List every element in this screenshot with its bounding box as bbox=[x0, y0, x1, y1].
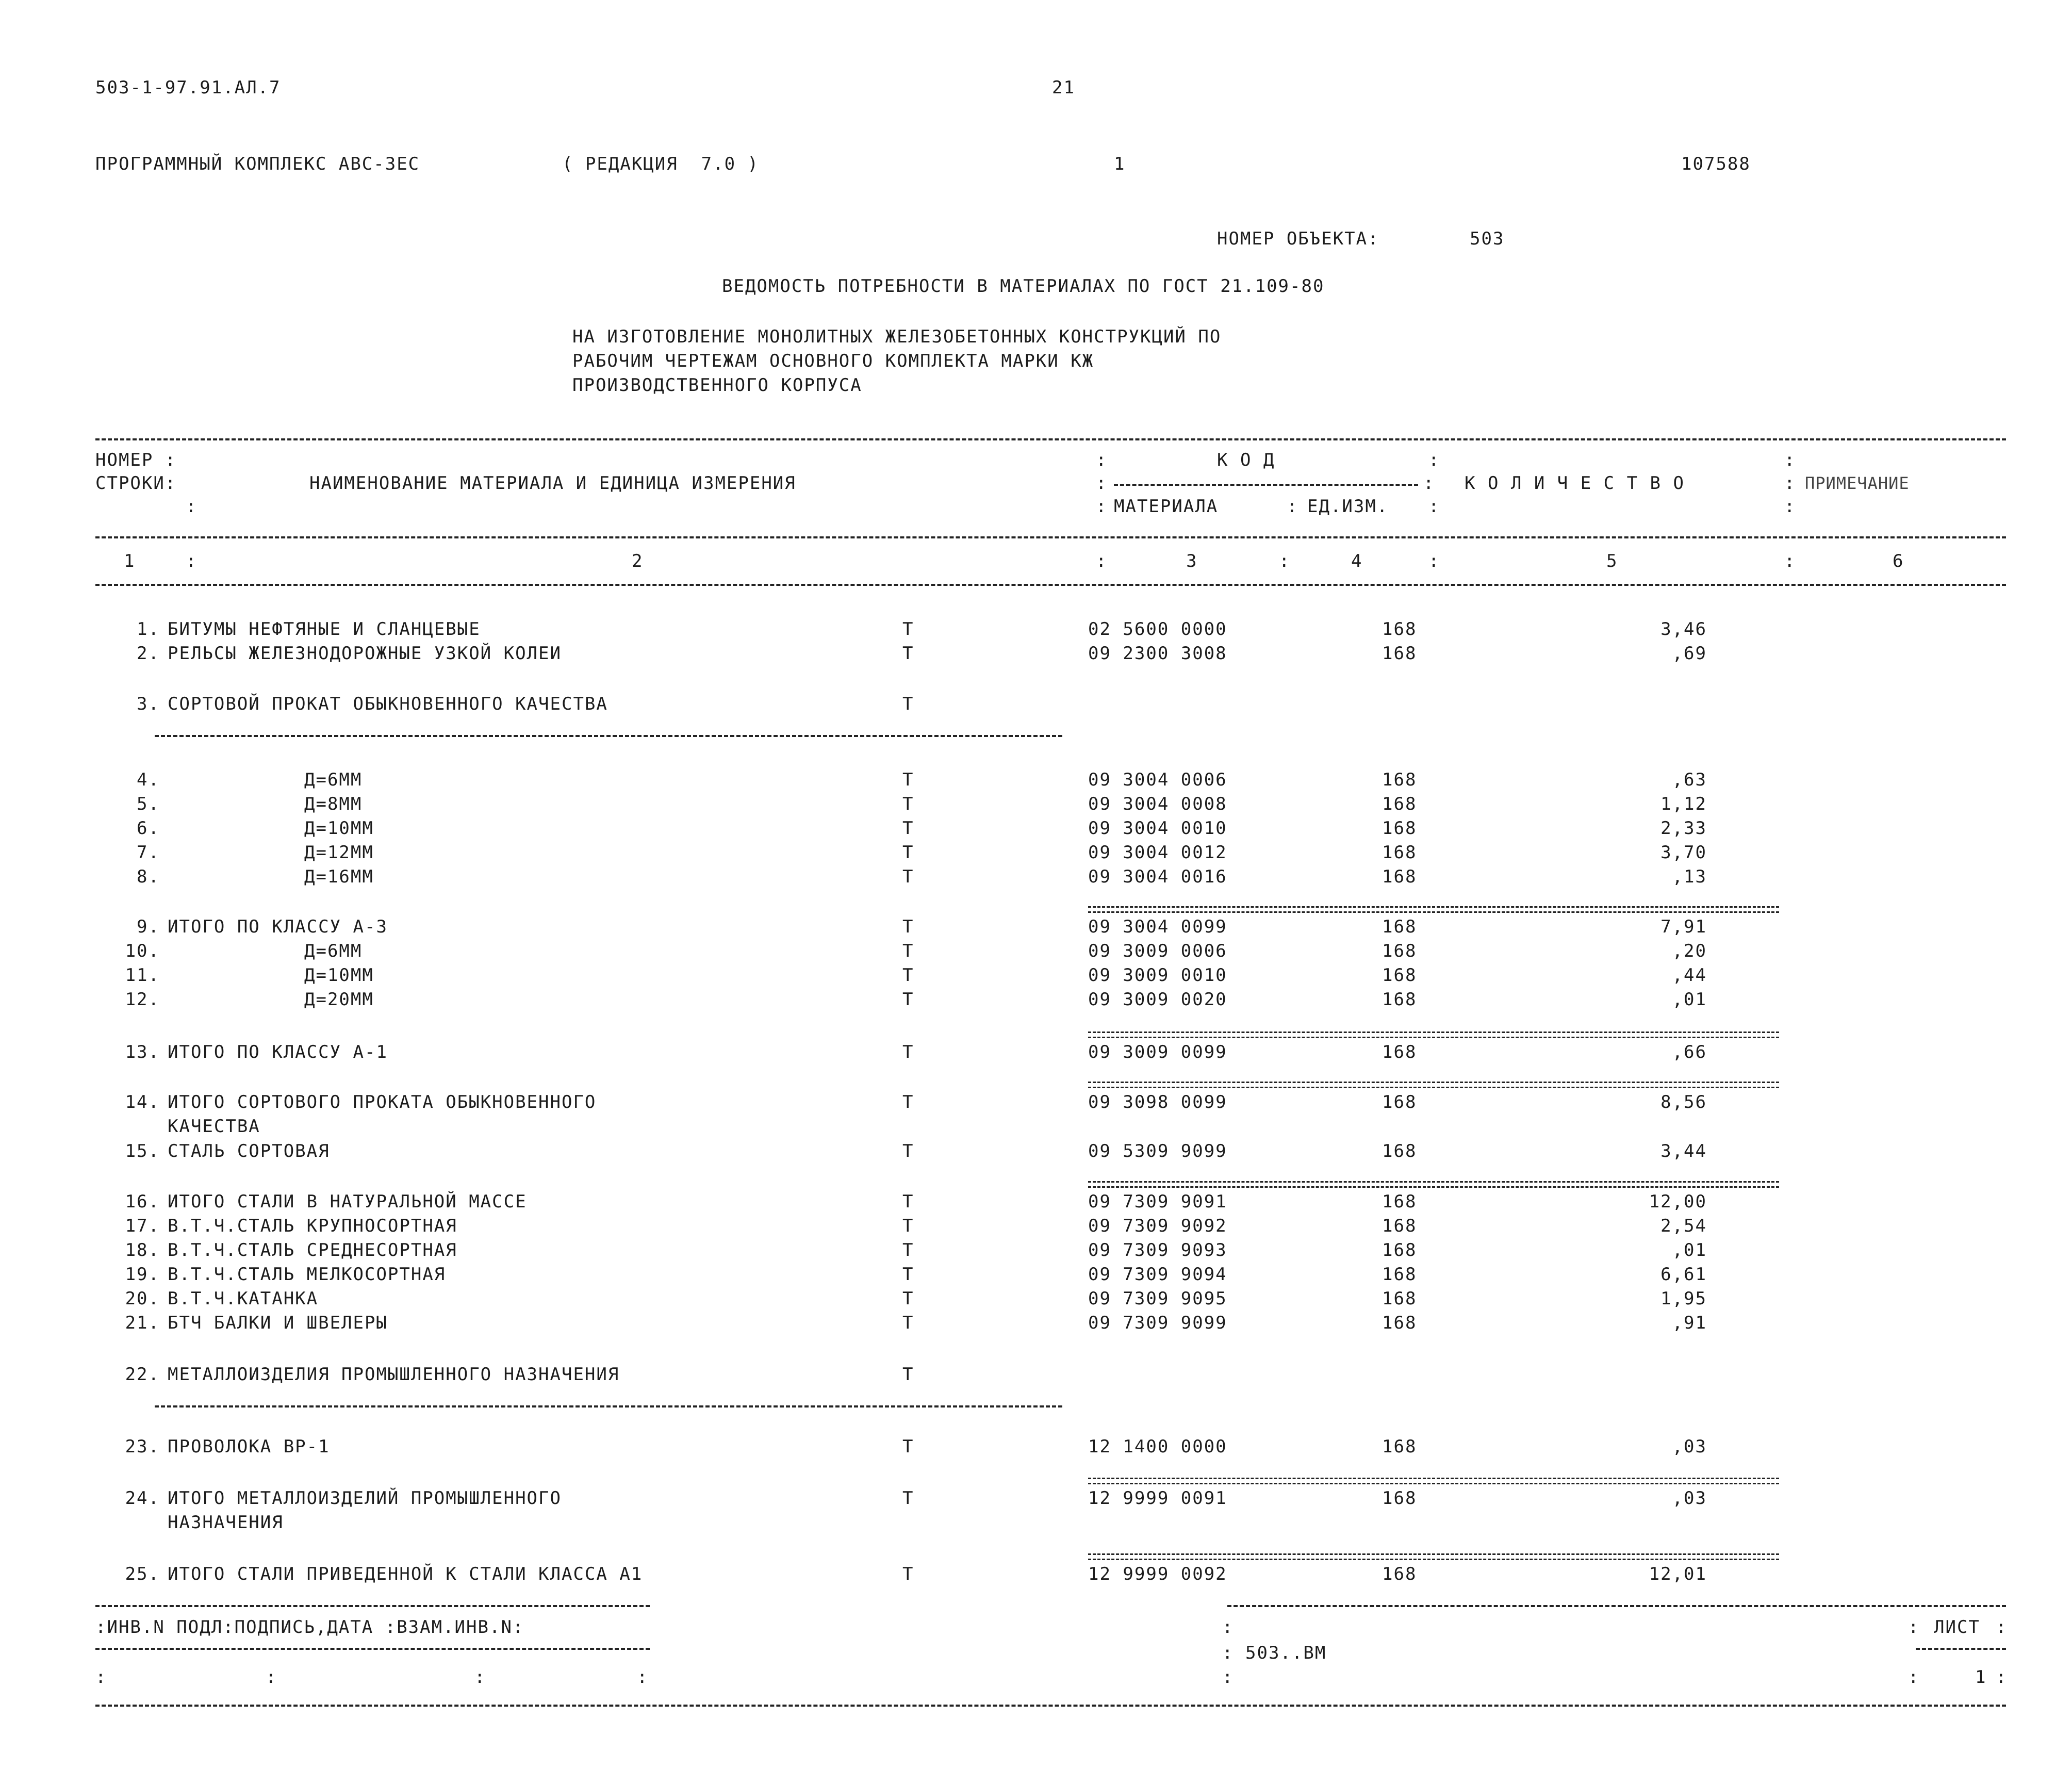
section-rule-22 bbox=[155, 1405, 1062, 1407]
unit-of-measure: Т bbox=[902, 989, 914, 1010]
section-rule-3 bbox=[155, 735, 1062, 737]
document-title: ВЕДОМОСТЬ ПОТРЕБНОСТИ В МАТЕРИАЛАХ ПО ГОСТ 21.109-80 bbox=[722, 276, 1325, 297]
quantity-value: 3,70 bbox=[1660, 842, 1707, 863]
unit-code: 168 bbox=[1382, 1240, 1417, 1260]
unit-code: 168 bbox=[1382, 941, 1417, 961]
quantity-value: ,03 bbox=[1672, 1488, 1707, 1509]
material-code: 09 3098 0099 bbox=[1088, 1092, 1227, 1112]
unit-code: 168 bbox=[1382, 1564, 1417, 1584]
material-name: В.Т.Ч.КАТАНКА bbox=[168, 1288, 319, 1309]
quantity-value: 6,61 bbox=[1660, 1264, 1707, 1285]
unit-of-measure: Т bbox=[902, 1092, 914, 1112]
unit-of-measure: Т bbox=[902, 1564, 914, 1584]
quantity-value: ,63 bbox=[1672, 770, 1707, 790]
unit-of-measure: Т bbox=[902, 794, 914, 814]
material-code: 09 3004 0012 bbox=[1088, 842, 1227, 863]
id-number: 107588 bbox=[1681, 154, 1751, 174]
unit-of-measure: Т bbox=[902, 842, 914, 863]
material-name-continued: НАЗНАЧЕНИЯ bbox=[168, 1512, 284, 1533]
unit-code: 168 bbox=[1382, 1191, 1417, 1212]
material-name: СОРТОВОЙ ПРОКАТ ОБЫКНОВЕННОГО КАЧЕСТВА bbox=[168, 694, 608, 714]
material-code: 09 5309 9099 bbox=[1088, 1141, 1227, 1161]
material-code: 09 7309 9094 bbox=[1088, 1264, 1227, 1285]
stamp-top-rule-left bbox=[95, 1605, 650, 1607]
quantity-value: ,03 bbox=[1672, 1436, 1707, 1457]
unit-code: 168 bbox=[1382, 643, 1417, 664]
program-edition: ( РЕДАКЦИЯ 7.0 ) bbox=[562, 154, 759, 174]
material-name: Д=6ММ bbox=[304, 941, 363, 961]
quantity-value: ,91 bbox=[1672, 1313, 1707, 1333]
program-name: ПРОГРАММНЫЙ КОМПЛЕКС АВС-3ЕС bbox=[95, 154, 420, 174]
quantity-value: ,66 bbox=[1672, 1042, 1707, 1062]
object-value: 503 bbox=[1470, 228, 1505, 249]
unit-code: 168 bbox=[1382, 989, 1417, 1010]
page-number: 21 bbox=[1052, 77, 1075, 98]
col-number-1: 1 bbox=[124, 551, 136, 571]
unit-code: 168 bbox=[1382, 794, 1417, 814]
unit-code: 168 bbox=[1382, 1141, 1417, 1161]
stamp-top-rule-right bbox=[1227, 1605, 2006, 1607]
material-code: 09 7309 9093 bbox=[1088, 1240, 1227, 1260]
unit-of-measure: Т bbox=[902, 1436, 914, 1457]
unit-code: 168 bbox=[1382, 1313, 1417, 1333]
material-name: МЕТАЛЛОИЗДЕЛИЯ ПРОМЫШЛЕННОГО НАЗНАЧЕНИЯ bbox=[168, 1364, 620, 1385]
row-number: 9. bbox=[137, 916, 160, 937]
quantity-value: 3,46 bbox=[1660, 619, 1707, 640]
quantity-value: ,01 bbox=[1672, 1240, 1707, 1260]
quantity-value: ,69 bbox=[1672, 643, 1707, 664]
material-code: 12 9999 0092 bbox=[1088, 1564, 1227, 1584]
unit-of-measure: Т bbox=[902, 1216, 914, 1236]
header-row-number-1: НОМЕР : bbox=[95, 450, 177, 470]
material-name: РЕЛЬСЫ ЖЕЛЕЗНОДОРОЖНЫЕ УЗКОЙ КОЛЕИ bbox=[168, 643, 562, 664]
table-top-rule bbox=[95, 438, 2006, 440]
row-number: 8. bbox=[137, 866, 160, 887]
row-number: 7. bbox=[137, 842, 160, 863]
material-code: 12 9999 0091 bbox=[1088, 1488, 1227, 1509]
total-rule-14 bbox=[1088, 1082, 1779, 1088]
row-number: 2. bbox=[137, 643, 160, 664]
row-number: 23. bbox=[125, 1436, 160, 1457]
material-name: Д=10ММ bbox=[304, 965, 374, 986]
row-number: 5. bbox=[137, 794, 160, 814]
row-number: 3. bbox=[137, 694, 160, 714]
quantity-value: 2,54 bbox=[1660, 1216, 1707, 1236]
material-code: 09 2300 3008 bbox=[1088, 643, 1227, 664]
header-bottom-rule bbox=[95, 584, 2006, 586]
col-number-2: 2 bbox=[632, 551, 644, 571]
material-name: Д=16ММ bbox=[304, 866, 374, 887]
header-code-unit: ЕД.ИЗМ. bbox=[1307, 496, 1389, 517]
material-name: ИТОГО СОРТОВОГО ПРОКАТА ОБЫКНОВЕННОГО bbox=[168, 1092, 597, 1112]
total-rule-16 bbox=[1088, 1181, 1779, 1188]
sheet-number: 1 bbox=[1975, 1667, 1987, 1688]
unit-of-measure: Т bbox=[902, 1141, 914, 1161]
stamp-mid-rule bbox=[95, 1648, 650, 1650]
unit-of-measure: Т bbox=[902, 643, 914, 664]
unit-of-measure: Т bbox=[902, 770, 914, 790]
unit-code: 168 bbox=[1382, 1488, 1417, 1509]
quantity-value: 2,33 bbox=[1660, 818, 1707, 839]
document-code: 503-1-97.91.АЛ.7 bbox=[95, 77, 281, 98]
material-name: Д=8ММ bbox=[304, 794, 363, 814]
total-rule-24 bbox=[1088, 1478, 1779, 1484]
row-number: 1. bbox=[137, 619, 160, 640]
row-number: 22. bbox=[125, 1364, 160, 1385]
row-number: 12. bbox=[125, 989, 160, 1010]
material-name: ПРОВОЛОКА ВР-1 bbox=[168, 1436, 330, 1457]
unit-of-measure: Т bbox=[902, 1240, 914, 1260]
material-name: В.Т.Ч.СТАЛЬ МЕЛКОСОРТНАЯ bbox=[168, 1264, 446, 1285]
quantity-value: 8,56 bbox=[1660, 1092, 1707, 1112]
material-name: В.Т.Ч.СТАЛЬ КРУПНОСОРТНАЯ bbox=[168, 1216, 457, 1236]
header-mid-rule bbox=[95, 536, 2006, 538]
col-number-4: 4 bbox=[1351, 551, 1363, 571]
material-name: В.Т.Ч.СТАЛЬ СРЕДНЕСОРТНАЯ bbox=[168, 1240, 457, 1260]
quantity-value: 1,95 bbox=[1660, 1288, 1707, 1309]
unit-of-measure: Т bbox=[902, 619, 914, 640]
unit-code: 168 bbox=[1382, 1264, 1417, 1285]
row-number: 10. bbox=[125, 941, 160, 961]
header-note: ПРИМЕЧАНИЕ bbox=[1805, 473, 1910, 493]
unit-of-measure: Т bbox=[902, 818, 914, 839]
stamp-bottom-rule bbox=[95, 1705, 2006, 1707]
row-number: 14. bbox=[125, 1092, 160, 1112]
subtitle-line-1: НА ИЗГОТОВЛЕНИЕ МОНОЛИТНЫХ ЖЕЛЕЗОБЕТОННЫХ КОНСТРУКЦИЙ ПО bbox=[572, 326, 1222, 347]
row-number: 24. bbox=[125, 1488, 160, 1509]
row-number: 19. bbox=[125, 1264, 160, 1285]
material-code: 09 3009 0099 bbox=[1088, 1042, 1227, 1062]
unit-code: 168 bbox=[1382, 818, 1417, 839]
unit-of-measure: Т bbox=[902, 866, 914, 887]
material-code: 09 3004 0099 bbox=[1088, 916, 1227, 937]
material-code: 09 3004 0008 bbox=[1088, 794, 1227, 814]
subtitle-line-2: РАБОЧИМ ЧЕРТЕЖАМ ОСНОВНОГО КОМПЛЕКТА МАРКИ КЖ bbox=[572, 351, 1094, 371]
total-rule-9 bbox=[1088, 906, 1779, 913]
material-code: 09 3009 0010 bbox=[1088, 965, 1227, 986]
material-code: 09 7309 9095 bbox=[1088, 1288, 1227, 1309]
row-number: 25. bbox=[125, 1564, 160, 1584]
quantity-value: 7,91 bbox=[1660, 916, 1707, 937]
unit-of-measure: Т bbox=[902, 941, 914, 961]
unit-of-measure: Т bbox=[902, 1364, 914, 1385]
material-name: Д=20ММ bbox=[304, 989, 374, 1010]
unit-of-measure: Т bbox=[902, 1313, 914, 1333]
object-label: НОМЕР ОБЪЕКТА: bbox=[1217, 228, 1379, 249]
material-code: 12 1400 0000 bbox=[1088, 1436, 1227, 1457]
unit-code: 168 bbox=[1382, 1042, 1417, 1062]
material-code: 02 5600 0000 bbox=[1088, 619, 1227, 640]
material-name: ИТОГО МЕТАЛЛОИЗДЕЛИЙ ПРОМЫШЛЕННОГО bbox=[168, 1488, 562, 1509]
material-code: 09 3004 0010 bbox=[1088, 818, 1227, 839]
code-subheader-rule bbox=[1114, 484, 1418, 486]
row-number: 16. bbox=[125, 1191, 160, 1212]
row-number: 17. bbox=[125, 1216, 160, 1236]
unit-of-measure: Т bbox=[902, 1288, 914, 1309]
material-name: Д=6ММ bbox=[304, 770, 363, 790]
sheet-label: ЛИСТ bbox=[1934, 1617, 1980, 1638]
material-name: ИТОГО ПО КЛАССУ А-1 bbox=[168, 1042, 388, 1062]
material-name: Д=10ММ bbox=[304, 818, 374, 839]
header-quantity: К О Л И Ч Е С Т В О bbox=[1465, 473, 1685, 494]
unit-of-measure: Т bbox=[902, 1264, 914, 1285]
unit-of-measure: Т bbox=[902, 1042, 914, 1062]
material-name: БТЧ БАЛКИ И ШВЕЛЕРЫ bbox=[168, 1313, 388, 1333]
header-row-number-3: : bbox=[186, 496, 198, 517]
col-number-5: 5 bbox=[1606, 551, 1618, 571]
quantity-value: ,20 bbox=[1672, 941, 1707, 961]
row-number: 15. bbox=[125, 1141, 160, 1161]
material-name: ИТОГО ПО КЛАССУ А-3 bbox=[168, 916, 388, 937]
unit-code: 168 bbox=[1382, 619, 1417, 640]
header-code-material: МАТЕРИАЛА bbox=[1114, 496, 1219, 517]
unit-code: 168 bbox=[1382, 866, 1417, 887]
total-rule-25 bbox=[1088, 1553, 1779, 1560]
unit-code: 168 bbox=[1382, 1436, 1417, 1457]
unit-code: 168 bbox=[1382, 1092, 1417, 1112]
material-name-continued: КАЧЕСТВА bbox=[168, 1116, 260, 1137]
material-code: 09 3009 0006 bbox=[1088, 941, 1227, 961]
quantity-value: ,01 bbox=[1672, 989, 1707, 1010]
unit-code: 168 bbox=[1382, 916, 1417, 937]
subtitle-line-3: ПРОИЗВОДСТВЕННОГО КОРПУСА bbox=[572, 375, 862, 396]
material-name: Д=12ММ bbox=[304, 842, 374, 863]
material-code: 09 7309 9091 bbox=[1088, 1191, 1227, 1212]
row-number: 6. bbox=[137, 818, 160, 839]
material-code: 09 3009 0020 bbox=[1088, 989, 1227, 1010]
unit-code: 168 bbox=[1382, 842, 1417, 863]
unit-of-measure: Т bbox=[902, 1191, 914, 1212]
material-name: ИТОГО СТАЛИ В НАТУРАЛЬНОЙ МАССЕ bbox=[168, 1191, 527, 1212]
material-code: 09 3004 0006 bbox=[1088, 770, 1227, 790]
quantity-value: 12,01 bbox=[1649, 1564, 1707, 1584]
unit-of-measure: Т bbox=[902, 965, 914, 986]
row-number: 20. bbox=[125, 1288, 160, 1309]
row-number: 18. bbox=[125, 1240, 160, 1260]
row-number: 21. bbox=[125, 1313, 160, 1333]
quantity-value: ,44 bbox=[1672, 965, 1707, 986]
material-name: ИТОГО СТАЛИ ПРИВЕДЕННОЙ К СТАЛИ КЛАССА А1 bbox=[168, 1564, 643, 1584]
header-code: К О Д bbox=[1217, 450, 1275, 470]
material-code: 09 3004 0016 bbox=[1088, 866, 1227, 887]
unit-code: 168 bbox=[1382, 1216, 1417, 1236]
row-number: 11. bbox=[125, 965, 160, 986]
col-number-3: 3 bbox=[1186, 551, 1198, 571]
quantity-value: 3,44 bbox=[1660, 1141, 1707, 1161]
sheet-mid-rule bbox=[1916, 1648, 2006, 1650]
quantity-value: ,13 bbox=[1672, 866, 1707, 887]
row-number: 4. bbox=[137, 770, 160, 790]
unit-code: 168 bbox=[1382, 1288, 1417, 1309]
material-name: БИТУМЫ НЕФТЯНЫЕ И СЛАНЦЕВЫЕ bbox=[168, 619, 481, 640]
total-rule-13 bbox=[1088, 1032, 1779, 1038]
col-number-6: 6 bbox=[1893, 551, 1904, 571]
unit-code: 168 bbox=[1382, 965, 1417, 986]
material-code: 09 7309 9092 bbox=[1088, 1216, 1227, 1236]
header-row-number-2: СТРОКИ: bbox=[95, 473, 177, 494]
quantity-value: 1,12 bbox=[1660, 794, 1707, 814]
stamp-signature-block: :ИНВ.N ПОДЛ:ПОДПИСЬ,ДАТА :ВЗАМ.ИНВ.N: bbox=[95, 1617, 524, 1638]
unit-of-measure: Т bbox=[902, 916, 914, 937]
row-number: 13. bbox=[125, 1042, 160, 1062]
material-code: 09 7309 9099 bbox=[1088, 1313, 1227, 1333]
sheet-indicator: 1 bbox=[1114, 154, 1126, 174]
document-reference: 503..ВМ bbox=[1245, 1643, 1327, 1663]
header-material-name: НАИМЕНОВАНИЕ МАТЕРИАЛА И ЕДИНИЦА ИЗМЕРЕНИЯ bbox=[309, 473, 796, 494]
unit-of-measure: Т bbox=[902, 694, 914, 714]
unit-of-measure: Т bbox=[902, 1488, 914, 1509]
material-name: СТАЛЬ СОРТОВАЯ bbox=[168, 1141, 330, 1161]
quantity-value: 12,00 bbox=[1649, 1191, 1707, 1212]
unit-code: 168 bbox=[1382, 770, 1417, 790]
